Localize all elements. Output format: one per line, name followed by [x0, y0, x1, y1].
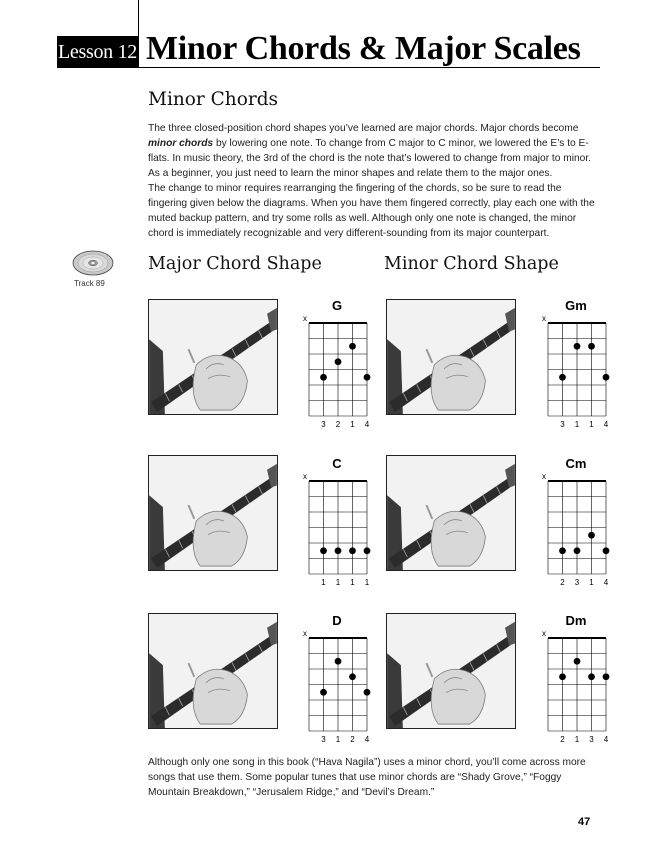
finger-dot	[559, 673, 566, 680]
finger-number: 1	[589, 578, 594, 587]
finger-number: 1	[335, 578, 341, 587]
muted-string-mark: x	[542, 472, 546, 481]
finger-dot	[320, 547, 327, 554]
finger-number: 1	[589, 420, 594, 429]
minor-column-heading: Minor Chord Shape	[384, 254, 559, 274]
finger-dot	[588, 532, 595, 539]
finger-number: 2	[350, 735, 355, 744]
major-column-heading: Major Chord Shape	[148, 254, 322, 274]
photo-d-major	[148, 613, 278, 729]
page-number: 47	[578, 816, 591, 828]
finger-number: 2	[560, 735, 565, 744]
finger-number: 1	[350, 578, 355, 587]
track-label: Track 89	[74, 279, 105, 288]
finger-dot	[559, 374, 566, 381]
finger-dot	[574, 658, 581, 665]
header-vertical-rule	[138, 0, 139, 68]
finger-number: 4	[603, 420, 609, 429]
finger-dot	[349, 547, 356, 554]
finger-dot	[349, 673, 356, 680]
chord-diagram-dm	[541, 608, 611, 744]
chord-name: D	[332, 613, 342, 628]
chord-name: G	[331, 298, 343, 313]
finger-dot	[574, 547, 581, 554]
muted-string-mark: x	[303, 629, 307, 638]
fingering-paragraph: The change to minor requires rearranging the fingering of the chords, so be sure to read the fingering given below the diagrams. When you have them fingered correctly, play each one with the muted backup pattern, and try some rolls as well. Although only one note is changed, the minor chord is immediately recognizable and very different-sounding from its major counterpart.	[148, 183, 595, 239]
finger-dot	[603, 673, 610, 680]
finger-dot	[364, 374, 371, 381]
minor-chords-term: minor chords	[148, 138, 214, 149]
banjo-neck-illustration	[387, 614, 515, 728]
page-title: Minor Chords & Major Scales	[146, 30, 581, 67]
chord-diagram-d	[302, 608, 372, 744]
muted-string-mark: x	[303, 472, 307, 481]
banjo-neck-illustration	[387, 456, 515, 570]
finger-dot	[364, 689, 371, 696]
banjo-neck-illustration	[149, 300, 277, 414]
finger-number: 4	[603, 735, 609, 744]
finger-number: 2	[335, 420, 341, 429]
muted-string-mark: x	[542, 629, 546, 638]
intro-text-start: The three closed-position chord shapes you’ve learned are major chords. Major chords become	[148, 123, 579, 134]
finger-dot	[335, 658, 342, 665]
finger-dot	[603, 547, 610, 554]
finger-dot	[574, 343, 581, 350]
photo-c-major	[148, 455, 278, 571]
finger-number: 3	[574, 578, 580, 587]
intro-text-end: by lowering one note. To change from C major to C minor, we lowered the E’s to E-flats. In music theory, the 3rd of the chord is the note that’s lowered to change from major to minor. As a beginner, you just need to learn the minor shapes and relate them to the major ones.	[148, 138, 592, 179]
finger-dot	[588, 343, 595, 350]
chord-diagram-cm	[541, 451, 611, 587]
finger-number: 1	[321, 578, 326, 587]
chord-diagram-gm	[541, 293, 611, 429]
banjo-neck-illustration	[387, 300, 515, 414]
finger-dot	[335, 358, 342, 365]
finger-dot	[335, 547, 342, 554]
chord-diagram-g	[302, 293, 372, 429]
finger-number: 3	[321, 420, 326, 429]
finger-number: 1	[574, 420, 580, 429]
finger-number: 4	[603, 578, 609, 587]
section-title: Minor Chords	[148, 89, 279, 110]
title-rule	[57, 67, 600, 68]
finger-dot	[603, 374, 610, 381]
finger-number: 3	[560, 420, 565, 429]
lesson-label: Lesson 12	[57, 36, 138, 68]
finger-number: 1	[364, 578, 370, 587]
photo-g-major	[148, 299, 278, 415]
finger-dot	[588, 673, 595, 680]
finger-number: 3	[321, 735, 326, 744]
intro-paragraph	[148, 121, 600, 181]
finger-dot	[559, 547, 566, 554]
finger-number: 3	[589, 735, 594, 744]
muted-string-mark: x	[303, 314, 307, 323]
chord-name: C	[332, 456, 342, 471]
chord-name: Dm	[565, 613, 587, 628]
finger-number: 1	[350, 420, 355, 429]
finger-dot	[320, 689, 327, 696]
finger-number: 1	[335, 735, 341, 744]
finger-number: 1	[574, 735, 580, 744]
finger-number: 4	[364, 735, 370, 744]
banjo-neck-illustration	[149, 456, 277, 570]
cd-icon	[72, 250, 114, 276]
photo-c-minor	[386, 455, 516, 571]
finger-dot	[364, 547, 371, 554]
finger-number: 4	[364, 420, 370, 429]
chord-name: Gm	[565, 298, 587, 313]
footer-paragraph: Although only one song in this book (“Hava Nagila”) uses a minor chord, you’ll come across more songs that use them. Some popular tunes that use minor chords are “Shady Grove,” “Foggy Mountain Breakdown,” “Jerusalem Ridge,” and “Devil’s Dream.”	[148, 757, 586, 798]
muted-string-mark: x	[542, 314, 546, 323]
finger-dot	[349, 343, 356, 350]
photo-g-minor	[386, 299, 516, 415]
photo-d-minor	[386, 613, 516, 729]
finger-dot	[320, 374, 327, 381]
banjo-neck-illustration	[149, 614, 277, 728]
chord-diagram-c	[302, 451, 372, 587]
finger-number: 2	[560, 578, 565, 587]
chord-name: Cm	[565, 456, 587, 471]
